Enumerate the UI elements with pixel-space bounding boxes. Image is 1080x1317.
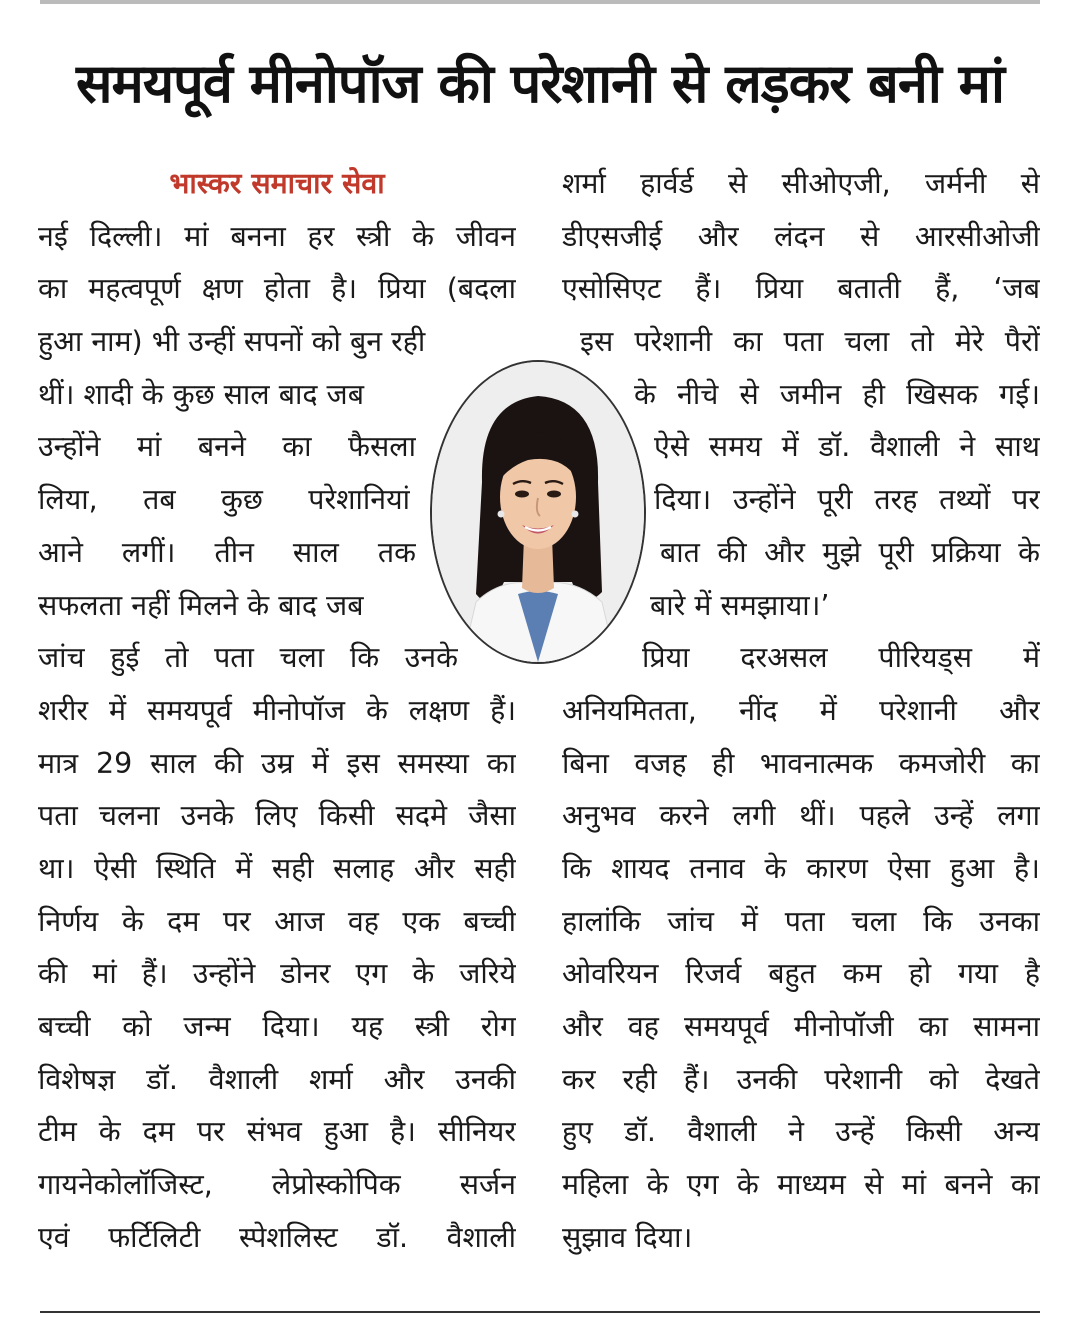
article-line: की मां हैं। उन्होंने डोनर एग के जरिये (38, 957, 516, 991)
byline: भास्कर समाचार सेवा (169, 167, 385, 200)
article-line: बात की और मुझे पूरी प्रक्रिया के (660, 535, 1040, 569)
article-line: ऐसे समय में डॉ. वैशाली ने साथ (654, 430, 1040, 464)
article-line: शर्मा हार्वर्ड से सीओएजी, जर्मनी से (562, 167, 1040, 200)
article-line: मात्र 29 साल की उम्र में इस समस्या का (38, 746, 516, 780)
article-line: आने लगीं। तीन साल तक (38, 535, 416, 569)
article-line: प्रिया दरअसल पीरियड्स में (642, 641, 1040, 675)
article-line: ओवरियन रिजर्व बहुत कम हो गया है (562, 957, 1040, 991)
article-line: हुआ नाम) भी उन्हीं सपनों को बुन रही (38, 325, 426, 359)
column-right (562, 158, 1040, 1264)
article-line: नई दिल्ली। मां बनना हर स्त्री के जीवन (38, 219, 516, 253)
article-line: इस परेशानी का पता चला तो मेरे पैरों (580, 325, 1040, 359)
article-line: बिना वजह ही भावनात्मक कमजोरी का (562, 746, 1040, 780)
article-line: थीं। शादी के कुछ साल बाद जब (38, 377, 364, 411)
article-line: एसोसिएट हैं। प्रिया बताती हैं, ‘जब (562, 272, 1040, 306)
article-line: और वह समयपूर्व मीनोपॉजी का सामना (562, 1010, 1040, 1043)
article-line: एवं फर्टिलिटी स्पेशलिस्ट डॉ. वैशाली (38, 1220, 516, 1254)
article-line: सफलता नहीं मिलने के बाद जब (38, 588, 364, 622)
article-line: शरीर में समयपूर्व मीनोपॉज के लक्षण हैं। (38, 693, 516, 727)
article-line: उन्होंने मां बनने का फैसला (38, 430, 416, 464)
column-left (38, 158, 516, 1264)
article-line: सुझाव दिया। (562, 1220, 693, 1254)
article-line: कर रही हैं। उनकी परेशानी को देखते (562, 1062, 1040, 1096)
bottom-rule (40, 1311, 1040, 1313)
article-line: महिला के एग के माध्यम से मां बनने का (562, 1168, 1040, 1202)
headline: समयपूर्व मीनोपॉज की परेशानी से लड़कर बनी मां (76, 52, 1004, 115)
article-line: बारे में समझाया।’ (650, 588, 830, 622)
article-line: पता चलना उनके लिए किसी सदमे जैसा (38, 799, 516, 833)
article-line: गायनेकोलॉजिस्ट, लेप्रोस्कोपिक सर्जन (38, 1168, 516, 1202)
article-line: लिया, तब कुछ परेशानियां (38, 483, 410, 517)
article-line: अनियमितता, नींद में परेशानी और (562, 693, 1040, 727)
portrait-photo-icon (432, 362, 644, 662)
article-line: के नीचे से जमीन ही खिसक गई। (634, 377, 1040, 411)
portrait-photo (430, 360, 646, 664)
article-line: विशेषज्ञ डॉ. वैशाली शर्मा और उनकी (38, 1062, 516, 1096)
article-line: निर्णय के दम पर आज वह एक बच्ची (38, 904, 516, 938)
article-line: था। ऐसी स्थिति में सही सलाह और सही (38, 851, 516, 885)
article-line: कि शायद तनाव के कारण ऐसा हुआ है। (562, 851, 1040, 885)
article-line: बच्ची को जन्म दिया। यह स्त्री रोग (38, 1010, 516, 1043)
article-line: हालांकि जांच में पता चला कि उनका (562, 904, 1040, 938)
article-line: दिया। उन्होंने पूरी तरह तथ्यों पर (654, 483, 1040, 517)
article-line: डीएसजीई और लंदन से आरसीओजी (562, 219, 1040, 253)
article-line: हुए डॉ. वैशाली ने उन्हें किसी अन्य (562, 1115, 1040, 1149)
article-line: का महत्वपूर्ण क्षण होता है। प्रिया (बदला (38, 272, 516, 306)
article-line: टीम के दम पर संभव हुआ है। सीनियर (38, 1115, 516, 1149)
top-rule (40, 0, 1040, 4)
article-line: जांच हुई तो पता चला कि उनके (38, 641, 458, 675)
article-line: अनुभव करने लगी थीं। पहले उन्हें लगा (562, 799, 1040, 833)
